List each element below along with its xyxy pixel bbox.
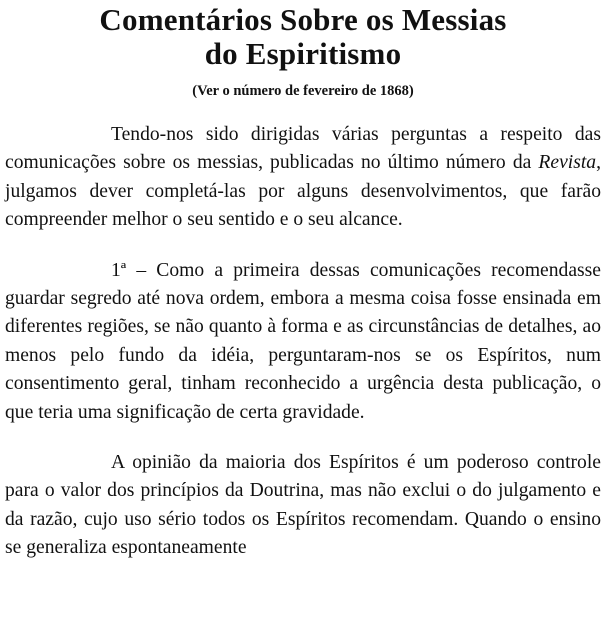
paragraph-1 xyxy=(5,121,601,235)
paragraph-1-text-b: , julgamos dever completá-las por alguns desenvolvimentos, que farão compreender melhor o seu sentido e o seu alcance. xyxy=(5,152,601,231)
title-line-1: Comentários Sobre os Messias xyxy=(99,2,507,37)
page-subtitle: (Ver o número de fevereiro de 1868) xyxy=(192,83,414,99)
page-title xyxy=(5,0,601,71)
paragraph-2-number: 1ª xyxy=(111,259,127,281)
paragraph-2 xyxy=(5,257,601,427)
paragraph-3 xyxy=(5,449,601,563)
paragraph-1-italic: Revista xyxy=(538,152,597,174)
paragraph-1-text-a: Tendo-nos sido dirigidas várias perguntas a respeito das comunicações sobre os messias, publicadas no último número da xyxy=(5,124,601,174)
title-line-2: do Espiritismo xyxy=(204,36,402,71)
paragraph-3-text: A opinião da maioria dos Espíritos é um poderoso controle para o valor dos princípios da Doutrina, mas não exclui o do julgamento e da razão, cujo uso sério todos os Espíritos recomendam. Quando o ensino se generaliza espontaneamente xyxy=(5,452,601,559)
paragraph-2-text: – Como a primeira dessas comunicações recomendasse guardar segredo até nova ordem, embora a mesma coisa fosse ensinada em diferentes regiões, se não quanto à forma e as circunstâncias de detalhes, ao menos pelo fundo da idéia, perguntaram-nos se os Espíritos, num consentimento geral, tinham reconhecido a urgência desta publicação, o que teria uma significação de certa gravidade. xyxy=(5,259,601,423)
